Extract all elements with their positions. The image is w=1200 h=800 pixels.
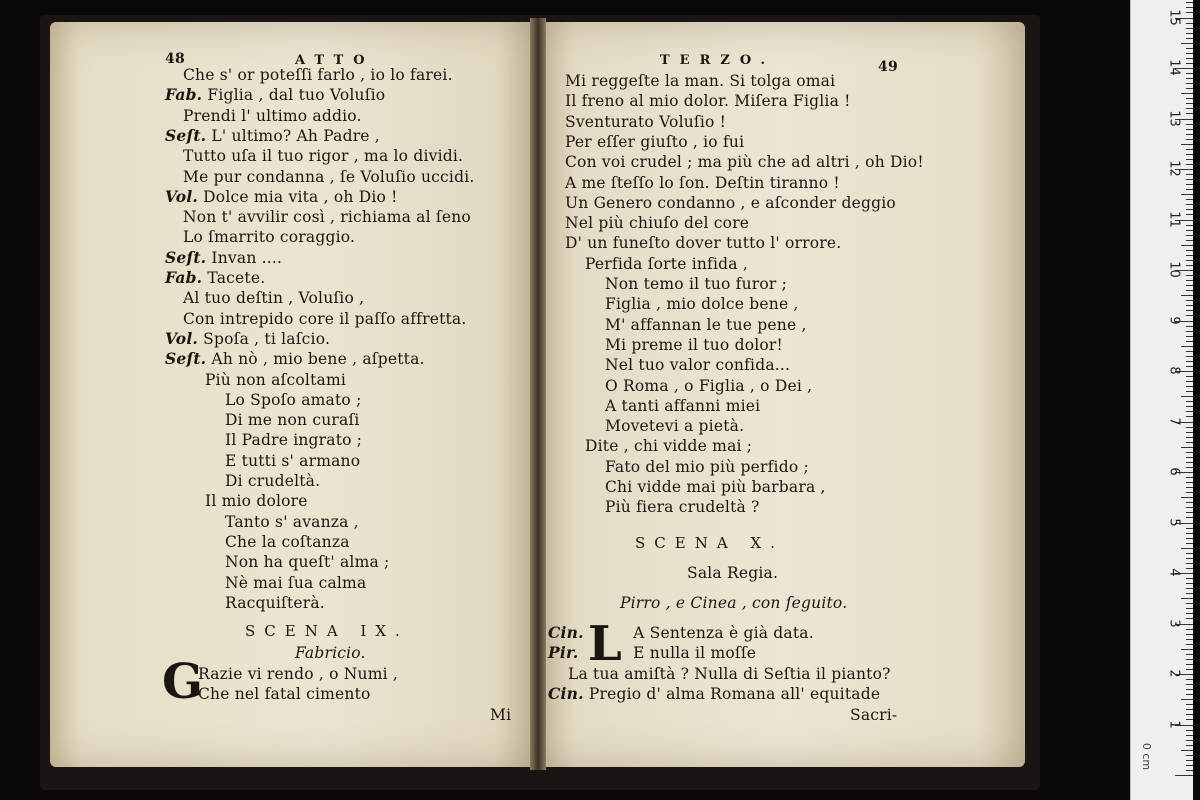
ruler-tick [1186,467,1193,468]
ruler-tick [1186,704,1193,705]
ruler-tick [1186,593,1193,594]
ruler-tick [1186,689,1193,690]
ruler-tick [1186,664,1193,665]
ruler-tick [1186,33,1193,34]
line-text: Di me non curaſi [225,411,360,430]
ruler-tick [1186,315,1193,316]
line-text: Invan .... [211,248,283,267]
ruler-tick [1186,684,1193,685]
ruler-tick [1186,563,1193,564]
line-text: Nè mai ſua calma [225,573,367,592]
line-text: Spoſa , ti laſcio. [203,329,331,348]
ruler-number: 11 [1166,210,1182,228]
line-text: D' un funeſto dover tutto l' orrore. [565,234,842,253]
ruler-tick [1186,411,1193,412]
ruler-tick [1186,735,1193,736]
ruler-tick [1186,290,1193,291]
ruler-tick [1186,401,1193,402]
ruler-number: 7 [1166,416,1182,426]
ruler-tick [1186,78,1193,79]
ruler-tick [1175,775,1193,776]
ruler-tick [1186,154,1193,155]
verse-line [565,72,835,90]
speaker-label: Pir. [548,643,579,663]
ruler-tick [1186,457,1193,458]
line-text: Me pur condanna , ſe Voluſio uccidi. [183,167,475,186]
line-text: A Sentenza è già data. [633,624,814,642]
verse-line [605,316,807,334]
ruler-tick [1186,437,1193,438]
ruler-number: 15 [1166,8,1182,26]
verse-line [225,513,359,531]
ruler-tick [1186,265,1193,266]
speaker-label: Vol. [165,328,199,348]
ruler-tick [1186,2,1193,3]
line-text: Tutto uſa il tuo rigor , ma lo dividi. [183,147,464,166]
line-text: Con voi crudel ; ma più che ad altri , oh Dio! [565,153,924,172]
speaker-label: Fab. [165,85,203,105]
ruler-tick [1186,129,1193,130]
verse-line [565,214,749,232]
line-text: M' affannan le tue pene , [605,315,807,334]
line-text: SCENA X. [635,534,784,552]
ruler-number: 6 [1166,467,1182,476]
verse-line [183,107,362,125]
scene-character [295,644,366,662]
ruler-tick [1186,709,1193,710]
ruler-tick [1186,603,1193,604]
verse-line [605,397,760,415]
verse-line [565,113,726,131]
verse-line [183,147,463,165]
ruler-unit-label: 0 cm [1140,742,1154,771]
right-page [540,22,1025,767]
ruler-tick [1186,204,1193,205]
verse-line [565,133,744,151]
dialogue-line [568,665,891,683]
ruler-tick [1186,275,1193,276]
verse-line [565,153,924,171]
verse-line [605,377,812,395]
ruler-tick [1186,740,1193,741]
ruler-tick [1186,770,1193,771]
line-text: Non temo il tuo furor ; [605,275,788,293]
ruler-tick [1186,361,1193,362]
verse-line [183,228,355,246]
ruler-tick [1186,73,1193,74]
line-text: Prendi l' ultimo addio. [183,106,362,125]
ruler-tick [1181,43,1193,44]
verse-line [605,295,799,313]
line-text: Mi reggeſte la man. Si tolga omai [565,72,836,90]
ruler-tick [1181,93,1193,94]
verse-line [605,498,760,516]
ruler-tick [1181,497,1193,498]
scene-heading [635,534,784,552]
ruler-tick [1186,48,1193,49]
ruler-tick [1186,719,1193,720]
running-head: ATTO [295,53,375,68]
ruler-tick [1186,108,1193,109]
verse-line [565,194,896,212]
ruler-tick [1186,502,1193,503]
ruler-tick [1186,225,1193,226]
ruler-tick [1186,639,1193,640]
ruler-tick [1186,63,1193,64]
ruler-tick [1186,174,1193,175]
ruler-tick [1186,482,1193,483]
ruler-tick [1186,285,1193,286]
ruler-tick [1186,613,1193,614]
ruler-tick [1186,492,1193,493]
ruler-tick [1181,649,1193,650]
verse-line [183,168,475,186]
verse-line [225,452,360,470]
line-text: SCENA IX. [245,622,409,640]
verse-line [205,371,346,389]
verse-line [225,574,366,592]
line-text: Il Padre ingrato ; [225,431,363,450]
ruler-tick [1181,245,1193,246]
speaker-label: Fab. [165,268,203,287]
ruler-tick [1181,346,1193,347]
ruler-tick [1186,28,1193,29]
verse-line [165,188,398,206]
verse-line [198,665,398,683]
line-text: Di crudeltà. [225,472,321,490]
ruler-number: 5 [1166,517,1182,527]
drop-cap: L [588,616,622,672]
ruler-tick [1186,341,1193,342]
line-text: Che la coſtanza [225,532,350,551]
verse-line [225,553,389,571]
ruler-tick [1186,255,1193,256]
line-text: Mi preme il tuo dolor! [605,335,783,354]
ruler-tick [1181,396,1193,397]
drop-cap: G [162,654,203,710]
ruler-tick [1186,654,1193,655]
ruler-tick [1181,548,1193,549]
line-text: Con intrepido core il paſſo affretta. [183,309,467,328]
verse-line [165,249,282,267]
ruler-tick [1186,634,1193,635]
ruler-tick [1186,149,1193,150]
line-text: Pregio d' alma Romana all' equitade [588,684,881,703]
ruler-tick [1186,139,1193,140]
ruler-tick [1186,462,1193,463]
verse-line [585,437,752,455]
ruler-tick [1186,629,1193,630]
line-text: Fato del mio più perfido ; [605,457,809,476]
speaker-label: Vol. [165,186,199,206]
ruler-tick [1186,300,1193,301]
line-text: Sventurato Voluſio ! [565,112,727,131]
ruler-tick [1186,366,1193,367]
ruler-tick [1186,209,1193,210]
ruler-number: 8 [1166,366,1182,375]
line-text: Figlia , mio dolce bene , [605,295,799,314]
line-text: Dite , chi vidde mai ; [585,437,753,456]
verse-line [585,255,748,273]
verse-line [605,478,826,496]
line-text: Tacete. [207,269,266,287]
verse-line [225,472,320,490]
speaker-label: Seſt. [165,247,207,267]
line-text: La tua amiſtà ? Nulla di Seſtia il pianto? [568,664,891,683]
verse-line [225,431,362,449]
line-text: Ah nò , mio bene , aſpetta. [211,350,425,369]
verse-line [183,208,471,226]
line-text: Sala Regia. [687,564,779,582]
ruler-tick [1181,194,1193,195]
verse-line [565,234,841,252]
ruler-tick [1186,507,1193,508]
ruler-number: 14 [1166,59,1182,76]
ruler-tick [1186,260,1193,261]
ruler-tick [1186,230,1193,231]
line-text: Il mio dolore [205,492,308,511]
ruler-tick [1186,588,1193,589]
verse-line [225,594,325,612]
speaker-label: Seſt. [165,349,207,369]
running-head: TERZO. [660,53,775,68]
ruler-number: 9 [1166,315,1182,325]
speaker-label: Seſt. [165,125,207,145]
ruler-tick [1186,83,1193,84]
ruler-tick [1186,538,1193,539]
ruler-tick [1186,98,1193,99]
line-text: Pirro , e Cinea , con ſeguito. [620,594,848,612]
scene-characters [620,594,847,612]
ruler-number: 3 [1166,618,1182,628]
line-text: Razie vi rendo , o Numi , [198,665,399,683]
ruler-tick [1186,533,1193,534]
ruler-tick [1181,598,1193,599]
scene-heading [245,622,409,640]
verse-line [605,458,809,476]
ruler-number: 10 [1166,261,1182,278]
ruler-tick [1186,38,1193,39]
speaker-label: Cin. [548,683,584,703]
ruler-tick [1186,310,1193,311]
line-text: Nel tuo valor confida... [605,356,791,375]
ruler-tick [1186,512,1193,513]
verse-line [565,92,851,110]
ruler-tick [1186,432,1193,433]
line-text: Figlia , dal tuo Voluſio [207,86,386,105]
line-text: Più non aſcoltami [205,370,346,389]
verse-line [165,330,330,348]
scene-place [687,564,778,582]
line-text: Lo Spoſo amato ; [225,390,362,409]
line-text: Al tuo deſtin , Voluſio , [183,289,365,308]
ruler-tick [1186,326,1193,327]
line-text: Sacri- [850,706,898,724]
ruler-tick [1186,543,1193,544]
ruler-tick [1186,199,1193,200]
verse-line [225,411,360,429]
verse-line [605,417,744,435]
ruler-tick [1186,745,1193,746]
line-text: Più fiera crudeltà ? [605,498,760,517]
line-text: Perfida ſorte infida , [585,254,748,273]
line-text: E nulla il moſſe [633,644,757,663]
ruler-tick [1186,755,1193,756]
ruler-tick [1186,765,1193,766]
ruler-tick [1186,477,1193,478]
ruler-tick [1186,568,1193,569]
verse-line [605,275,787,293]
ruler-tick [1181,699,1193,700]
ruler-tick [1186,669,1193,670]
verse-line [605,356,790,374]
ruler-tick [1186,442,1193,443]
verse-line [165,350,425,368]
ruler-tick [1186,214,1193,215]
line-text: Un Genero condanno , e aſconder deggio [565,193,896,212]
ruler-tick [1186,452,1193,453]
ruler-number: 2 [1166,669,1182,678]
line-text: A tanti affanni miei [605,396,761,415]
left-page [50,22,535,767]
ruler-tick [1186,730,1193,731]
ruler-tick [1186,250,1193,251]
ruler-tick [1186,356,1193,357]
ruler-tick [1186,58,1193,59]
dialogue-line [548,685,880,703]
ruler-tick [1186,124,1193,125]
dialogue-line [548,624,814,642]
ruler-tick [1186,381,1193,382]
line-text: Tanto s' avanza , [225,512,359,531]
line-text: Dolce mia vita , oh Dio ! [203,187,398,206]
ruler-tick [1186,336,1193,337]
ruler-tick [1186,305,1193,306]
ruler-number: 4 [1166,568,1182,577]
ruler-tick [1181,295,1193,296]
ruler-tick [1186,416,1193,417]
verse-line [198,685,371,703]
ruler-number: 13 [1166,109,1182,127]
ruler-tick [1186,23,1193,24]
ruler-tick [1186,351,1193,352]
verse-line [165,269,265,287]
ruler-tick [1186,179,1193,180]
page-number: 49 [878,59,898,75]
ruler-tick [1186,12,1193,13]
ruler-tick [1181,447,1193,448]
ruler-tick [1181,750,1193,751]
line-text: Fabricio. [295,644,366,662]
line-text: Mi [490,706,512,724]
ruler-tick [1186,694,1193,695]
ruler-tick [1186,558,1193,559]
ruler-tick [1186,159,1193,160]
verse-line [183,289,364,307]
ruler-tick [1186,184,1193,185]
line-text: Movetevi a pietà. [605,417,745,436]
ruler-number: 1 [1166,719,1182,729]
measuring-ruler [1130,0,1193,800]
catchword [490,706,511,724]
verse-line [183,310,467,328]
line-text: Chi vidde mai più barbara , [605,478,826,496]
dialogue-line [548,644,756,662]
line-text: O Roma , o Figlia , o Dei , [605,376,813,395]
ruler-tick [1186,583,1193,584]
book-gutter [530,18,546,770]
ruler-tick [1186,528,1193,529]
ruler-tick [1186,644,1193,645]
ruler-tick [1186,406,1193,407]
speaker-label: Cin. [548,623,584,642]
ruler-tick [1186,487,1193,488]
ruler-tick [1186,331,1193,332]
verse-line [565,174,840,192]
ruler-tick [1186,134,1193,135]
ruler-tick [1186,164,1193,165]
ruler-tick [1181,144,1193,145]
page-number: 48 [165,51,185,67]
line-text: Il freno al mio dolor. Miſera Figlia ! [565,92,851,111]
ruler-tick [1186,280,1193,281]
verse-line [225,391,362,409]
ruler-tick [1186,88,1193,89]
ruler-tick [1186,235,1193,236]
verse-line [165,127,380,145]
ruler-tick [1186,659,1193,660]
ruler-tick [1186,113,1193,114]
ruler-tick [1186,760,1193,761]
ruler-number: 12 [1166,160,1182,177]
line-text: Che s' or poteſſi farlo , io lo farei. [183,66,453,84]
verse-line [225,533,350,551]
ruler-tick [1186,553,1193,554]
ruler-tick [1186,679,1193,680]
ruler-tick [1186,578,1193,579]
ruler-tick [1186,7,1193,8]
ruler-tick [1186,240,1193,241]
line-text: A me ſteſſo lo ſon. Deſtin tiranno ! [565,173,840,192]
verse-line [165,86,385,104]
line-text: Non t' avvilir così , richiama al ſeno [183,208,471,227]
ruler-tick [1186,427,1193,428]
verse-line [605,336,783,354]
ruler-tick [1186,53,1193,54]
line-text: E tutti s' armano [225,451,361,470]
line-text: Lo ſmarrito coraggio. [183,228,356,247]
line-text: Racquiſterà. [225,593,325,612]
ruler-tick [1186,618,1193,619]
line-text: Per eſſer giuſto , io fui [565,132,745,151]
line-text: Non ha queſt' alma ; [225,553,390,572]
catchword [850,706,897,724]
ruler-tick [1186,189,1193,190]
verse-line [205,492,308,510]
ruler-tick [1186,517,1193,518]
ruler-tick [1186,386,1193,387]
ruler-tick [1186,608,1193,609]
line-text: Nel più chiuſo del core [565,214,750,233]
ruler-tick [1186,103,1193,104]
verse-line [183,66,453,84]
ruler-tick [1186,714,1193,715]
ruler-tick [1186,391,1193,392]
line-text: Che nel fatal cimento [198,685,371,703]
line-text: L' ultimo? Ah Padre , [211,126,380,145]
ruler-tick [1186,376,1193,377]
